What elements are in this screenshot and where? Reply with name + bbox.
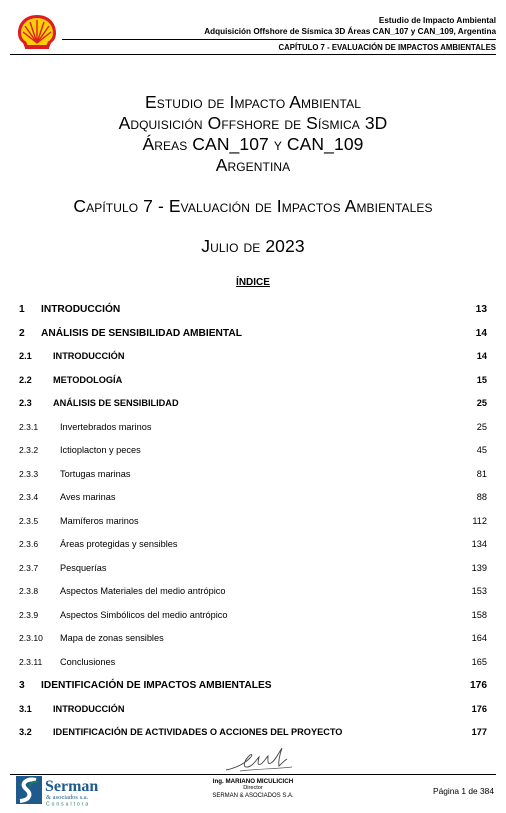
toc-entry-label: IDENTIFICACIÓN DE IMPACTOS AMBIENTALES: [41, 680, 272, 691]
toc-entry-page: 14: [475, 327, 487, 339]
toc-entry-label: Áreas protegidas y sensibles: [60, 539, 178, 549]
toc-entry-number: 2.3.9: [19, 609, 39, 620]
toc-entry-number: 3.2: [19, 727, 32, 737]
toc-entry-label: Tortugas marinas: [60, 468, 131, 479]
header-divider: [62, 39, 496, 40]
toc-entry-number: 2.3.7: [19, 562, 39, 573]
toc-entry-number: 2.3.11: [19, 656, 43, 667]
toc-entry-page: 165: [471, 656, 487, 667]
toc-entry-number: 2.3.10: [19, 633, 43, 643]
index-heading: ÍNDICE: [236, 277, 270, 288]
toc-entry[interactable]: [19, 345, 487, 369]
toc-entry-page: 14: [476, 351, 487, 361]
toc-entry[interactable]: [19, 533, 487, 557]
toc-entry-page: 158: [471, 609, 487, 620]
toc-entry[interactable]: [19, 463, 487, 487]
footer-divider: [10, 774, 496, 775]
toc-entry-label: INTRODUCCIÓN: [53, 351, 125, 361]
doc-title-3: Áreas CAN_107 y CAN_109: [142, 134, 364, 154]
toc-entry[interactable]: [19, 322, 487, 346]
toc-entry-label: Aves marinas: [60, 492, 116, 502]
signer-name: Ing. MARIANO MICULICICH: [212, 778, 294, 785]
toc-entry-page: 139: [471, 562, 487, 573]
toc-entry[interactable]: [19, 674, 487, 698]
toc-entry-page: 176: [471, 703, 487, 714]
toc-entry[interactable]: [19, 416, 487, 440]
toc-entry-page: 81: [476, 468, 487, 479]
toc-entry-label: Conclusiones: [60, 656, 116, 667]
toc-entry-label: INTRODUCCIÓN: [53, 703, 125, 714]
doc-title-2: Adquisición Offshore de Sísmica 3D: [118, 113, 388, 133]
toc-entry-number: 2.3.4: [19, 492, 39, 502]
toc-entry-number: 3.1: [19, 703, 32, 714]
toc-entry-number: 2.3: [19, 398, 32, 408]
toc-entry-number: 2.3.2: [19, 445, 39, 455]
toc-entry-page: 25: [476, 398, 487, 408]
toc-entry[interactable]: [19, 721, 487, 745]
toc-entry-page: 134: [471, 539, 487, 549]
shell-pecten-logo: [16, 14, 58, 52]
toc-entry[interactable]: [19, 698, 487, 722]
toc-entry-number: 2.1: [19, 351, 32, 361]
toc-entry-label: INTRODUCCIÓN: [41, 304, 121, 315]
toc-entry-number: 2.3.5: [19, 515, 39, 526]
header-line-3: CAPÍTULO 7 - EVALUACIÓN DE IMPACTOS AMBIENTALES: [278, 43, 496, 52]
chapter-title: Capítulo 7 - Evaluación de Impactos Ambientales: [73, 196, 433, 216]
page-number: Página 1 de 384: [432, 786, 494, 796]
toc-entry-label: METODOLOGÍA: [53, 374, 123, 385]
toc-entry-label: Pesquerías: [60, 562, 107, 573]
header-line-2: Adquisición Offshore de Sísmica 3D Áreas CAN_107 y CAN_109, Argentina: [204, 27, 496, 36]
toc-entry[interactable]: [19, 439, 487, 463]
toc-entry-number: 2.3.6: [19, 539, 39, 549]
signature-icon: [222, 744, 302, 774]
toc-entry-page: 164: [471, 633, 487, 643]
toc-entry-number: 2.2: [19, 374, 32, 385]
toc-entry-number: 2.3.1: [19, 421, 39, 432]
toc-entry-number: 1: [19, 304, 25, 315]
toc-entry-number: 2.3.8: [19, 586, 39, 596]
toc-entry[interactable]: [19, 298, 487, 322]
toc-entry-label: Aspectos Simbólicos del medio antrópico: [60, 609, 228, 620]
toc-entry-page: 176: [470, 680, 487, 691]
table-of-contents: [19, 298, 487, 745]
toc-entry-label: Mamíferos marinos: [60, 515, 139, 526]
toc-entry[interactable]: [19, 486, 487, 510]
serman-tagline: Consultora: [46, 801, 91, 806]
toc-entry-page: 25: [476, 421, 487, 432]
toc-entry-label: Aspectos Materiales del medio antrópico: [60, 586, 226, 596]
toc-entry[interactable]: [19, 369, 487, 393]
toc-entry[interactable]: [19, 557, 487, 581]
toc-entry-page: 112: [472, 515, 487, 526]
toc-entry-label: IDENTIFICACIÓN DE ACTIVIDADES O ACCIONES DEL PROYECTO: [53, 727, 343, 737]
toc-entry[interactable]: [19, 627, 487, 651]
toc-entry-number: 2: [19, 327, 25, 339]
doc-title-4: Argentina: [215, 155, 291, 175]
toc-entry[interactable]: [19, 392, 487, 416]
header-line-1: Estudio de Impacto Ambiental: [378, 16, 496, 25]
doc-title-1: Estudio de Impacto Ambiental: [145, 92, 361, 112]
toc-entry-number: 2.3.3: [19, 468, 39, 479]
serman-name: Serman: [45, 778, 99, 795]
toc-entry[interactable]: [19, 651, 487, 675]
serman-subtitle: & asociados s.a.: [46, 794, 89, 801]
toc-entry-label: ANÁLISIS DE SENSIBILIDAD AMBIENTAL: [41, 327, 242, 339]
toc-entry-page: 13: [475, 304, 487, 315]
doc-date: Julio de 2023: [201, 236, 305, 256]
toc-entry-page: 45: [476, 445, 487, 455]
toc-entry[interactable]: [19, 580, 487, 604]
header-divider-bottom: [10, 54, 496, 55]
toc-entry-number: 3: [19, 680, 25, 691]
toc-entry-page: 88: [476, 492, 487, 502]
toc-entry-page: 153: [471, 586, 487, 596]
toc-entry-page: 15: [476, 374, 487, 385]
signer-role: Director: [243, 785, 263, 791]
toc-entry-label: ANÁLISIS DE SENSIBILIDAD: [53, 398, 179, 408]
toc-entry[interactable]: [19, 510, 487, 534]
toc-entry-label: Invertebrados marinos: [60, 421, 152, 432]
signer-company: SERMAN & ASOCIADOS S.A.: [212, 793, 294, 799]
toc-entry-label: Mapa de zonas sensibles: [60, 633, 164, 643]
toc-entry-page: 177: [471, 727, 487, 737]
toc-entry-label: Ictioplacton y peces: [60, 445, 141, 455]
toc-entry[interactable]: [19, 604, 487, 628]
